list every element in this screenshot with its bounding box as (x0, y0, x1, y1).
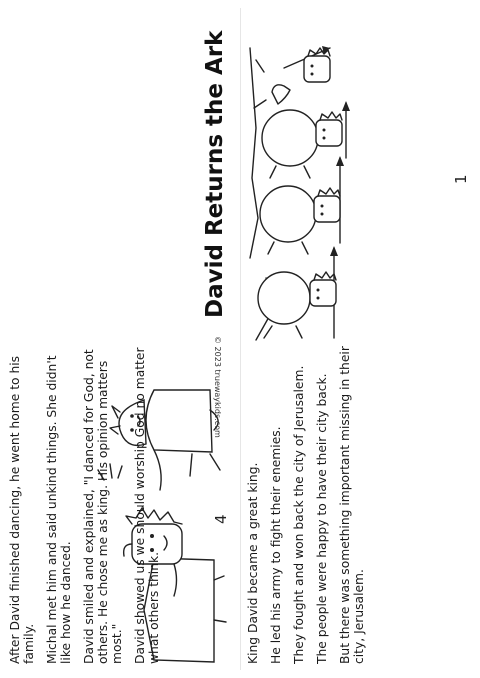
page1-paragraph: But there was something important missing in their city, Jerusalem. (338, 346, 366, 664)
page-number-1: 1 (452, 174, 470, 184)
soldier-1 (258, 246, 338, 338)
soldier-king (254, 46, 330, 108)
page4-paragraph: After David finished dancing, he went home to his family. (8, 355, 36, 664)
soldiers-illustration (244, 8, 480, 348)
page-number-4: 4 (212, 514, 230, 524)
fold-line-vertical (240, 8, 241, 670)
page1-paragraph: They fought and won back the city of Jerusalem. (292, 365, 306, 664)
copyright-notice: © 2023 truewaykids.com (213, 336, 222, 438)
page1-paragraph: The people were happy to have their city back. (315, 373, 329, 664)
page1-paragraph: King David became a great king. (246, 462, 260, 664)
page4-paragraph: David showed us we should worship God no matter what others think. (133, 347, 161, 664)
soldier-2 (260, 156, 344, 254)
page4-paragraph: Michal met him and said unkind things. She didn't like how he danced. (45, 355, 73, 664)
page-title: David Returns the Ark (202, 30, 228, 318)
page4-paragraph: David smiled and explained, "I danced for God, not others. He chose me as king. His opinion matters most." (82, 349, 124, 664)
soldier-3 (262, 101, 350, 178)
page1-paragraph: He led his army to fight their enemies. (269, 426, 283, 664)
